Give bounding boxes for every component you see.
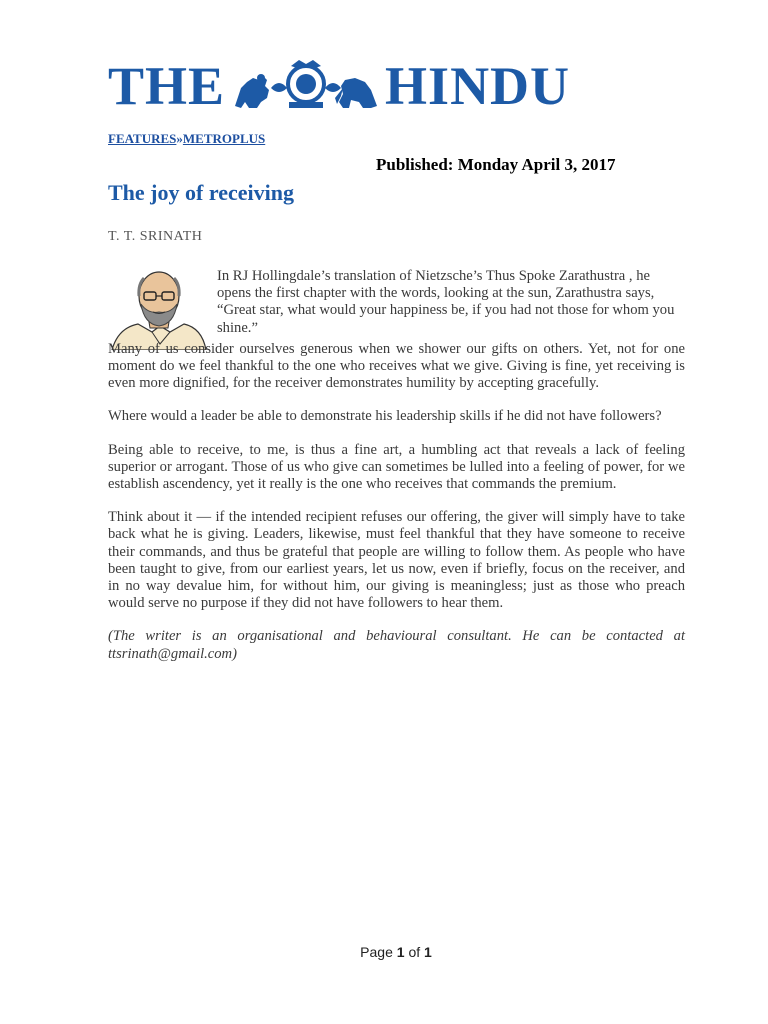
article-paragraph: Where would a leader be able to demonstrate his leadership skills if he did not have followers? (108, 408, 662, 425)
crest-emblem-icon (231, 58, 381, 114)
breadcrumb (108, 131, 265, 147)
masthead-logo (108, 56, 582, 116)
footer-current-page: 1 (396, 944, 405, 960)
footer-total-pages: 1 (424, 944, 432, 960)
article-intro: In RJ Hollingdale’s translation of Nietzsche’s Thus Spoke Zarathustra , he opens the first chapter with the words, looking at the sun, Zarathustra says, “Great star, what would your happiness be, if you had not those for whom you shine.” (217, 268, 675, 336)
page-footer (0, 944, 768, 960)
article-body (108, 268, 685, 663)
article-paragraph: Being able to receive, to me, is thus a fine art, a humbling act that reveals a lack of feeling superior or arrogant. Those of us who give can sometimes be lulled into a feeling of power, for we establish ascendency, yet it really is the one who receives that commands the premium. (108, 441, 685, 493)
breadcrumb-separator: » (176, 131, 183, 146)
article-paragraph: Think about it — if the intended recipient refuses our offering, the giver will simply have to take back what he is giving. Leaders, likewise, must feel thankful that they have someone to receive their commands, and thus be grateful that people are willing to follow them. As people who have been taught to give, from our earliest years, let us now, even if briefly, focus on the receiver, and in no way devalue him, for without him, our giving is meaningless; just as those who preach would serve no purpose if they did not have followers to hear them. (108, 509, 685, 612)
footer-page-middle: of (404, 944, 425, 960)
masthead-word-hindu: HINDU (385, 56, 571, 116)
article-headline: The joy of receiving (108, 180, 294, 205)
article-paragraph: Many of us consider ourselves generous when we shower our gifts on others. Yet, not for one moment do we feel thankful to the one who receives what we give. Giving is fine, yet receiving is even more dignified, for the receiver demonstrates humility by accepting gracefully. (108, 340, 685, 392)
article-byline: T. T. SRINATH (108, 229, 203, 244)
published-date: Published: Monday April 3, 2017 (376, 155, 616, 174)
author-note: (The writer is an organisational and behavioural consultant. He can be contacted at ttsrinath@gmail.com) (108, 628, 685, 662)
breadcrumb-link-metroplus[interactable]: METROPLUS (182, 131, 266, 146)
breadcrumb-link-features[interactable]: FEATURES (108, 131, 177, 146)
footer-page-prefix: Page (360, 944, 397, 960)
masthead-word-the: THE (108, 56, 226, 116)
